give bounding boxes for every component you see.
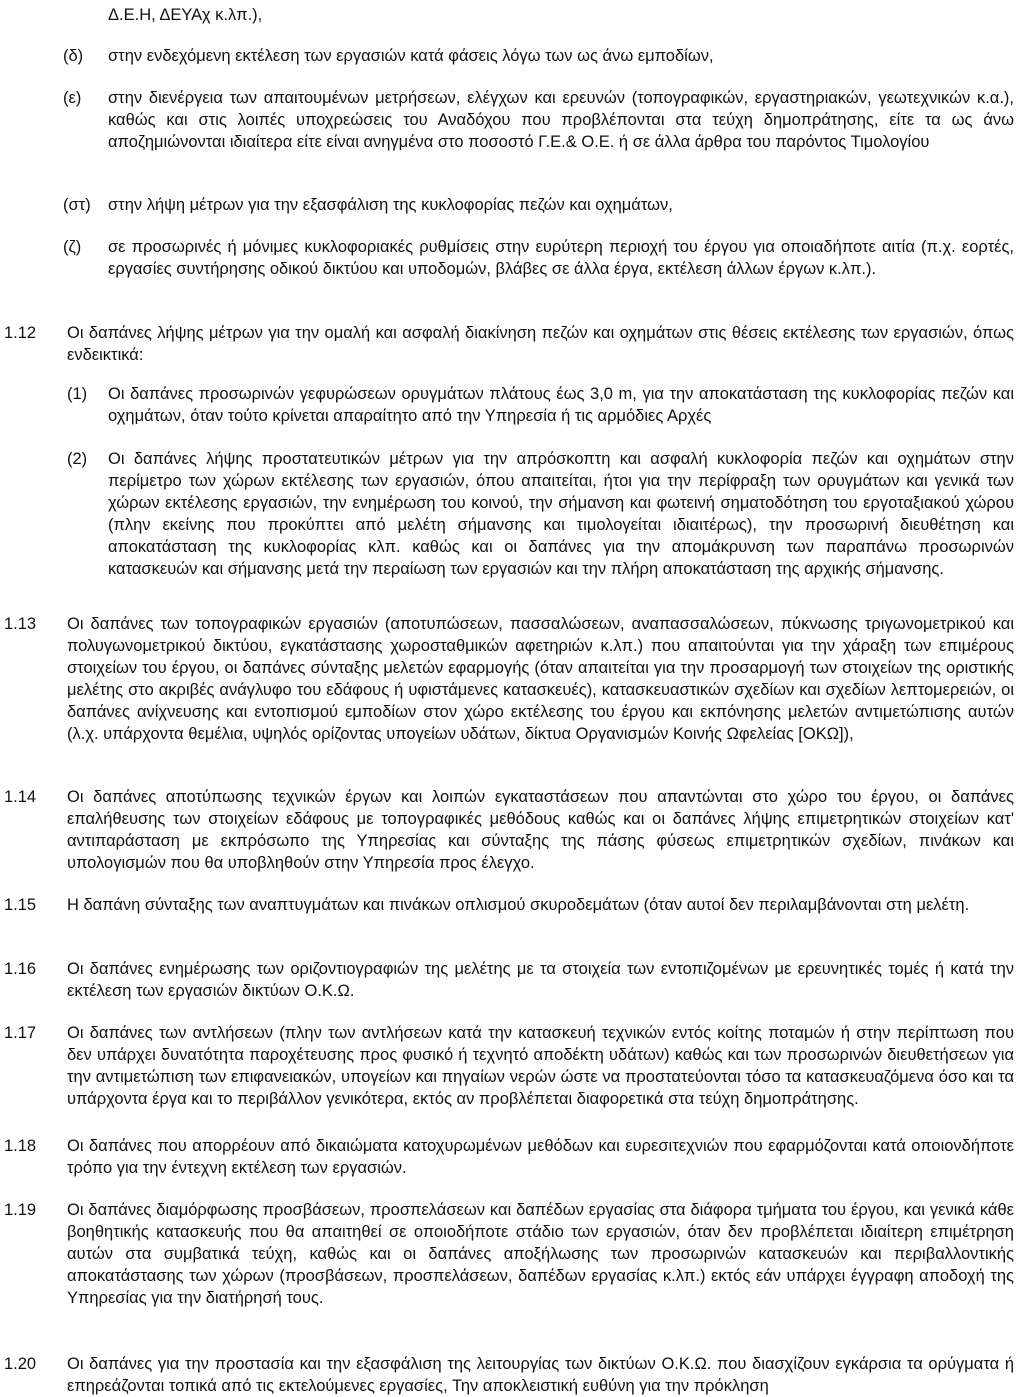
section-text-1-17: Οι δαπάνες των αντλήσεων (πλην των αντλήσεων κατά την κατασκευή τεχνικών εντός κοίτης ποταμών ή στην περίπτωση που δεν υπάρχει δυνατότητα παροχέτευσης προς φυσικό ή τεχνητό αποδέκτη υδάτων) καθώς και των προσωρινών διευθετήσεων για την αντιμετώπιση των επιφανειακών, υπογείων και πηγαίων νερών ώστε να προστατεύονται τόσο τα κατασκευαζόμενα όσο και τα υπάρχοντα έργα και το περιβάλλον γενικότερα, εκτός αν προβλέπεται διαφορετικά στα τεύχη δημοπράτησης. bbox=[67, 1024, 1014, 1108]
section-number-1-17: 1.17 bbox=[4, 1024, 37, 1042]
section-number-1-19: 1.19 bbox=[4, 1201, 37, 1219]
item-label-z: (ζ) bbox=[63, 238, 82, 256]
item-text-z: σε προσωρινές ή μόνιμες κυκλοφοριακές ρυθμίσεις στην ευρύτερη περιοχή του έργου για οποιαδήποτε αιτία (π.χ. εορτές, εργασίες συντήρησης οδικού δικτύου και υποδομών, βλάβες σε άλλα έργα, εκτέλεση άλλων έργων κ.λπ.). bbox=[108, 238, 1014, 278]
section-number-1-20: 1.20 bbox=[4, 1355, 37, 1373]
section-text-1-12: Οι δαπάνες λήψης μέτρων για την ομαλή και ασφαλή διακίνηση πεζών και οχημάτων στις θέσεις εκτέλεσης των εργασιών, όπως ενδεικτικά: bbox=[67, 324, 1014, 364]
item-label-e: (ε) bbox=[63, 89, 82, 107]
section-text-1-16: Οι δαπάνες ενημέρωσης των οριζοντιογραφιών της μελέτης με τα στοιχεία των εντοπιζομένων με ερευνητικές τομές ή κατά την εκτέλεση των εργασιών δικτύων Ο.Κ.Ω. bbox=[67, 960, 1014, 1000]
subitem-text-2: Οι δαπάνες λήψης προστατευτικών μέτρων για την απρόσκοπτη και ασφαλή κυκλοφορία πεζών και οχημάτων στην περίμετρο των χώρων εκτέλεσης των εργασιών, όπου απαιτείται, ήτοι για την περίφραξη των ορυγμάτων και γενικά των χώρων εκτέλεσης εργασιών, την ενημέρωση του κοινού, την σήμανση και φωτεινή σηματοδότηση του εργοταξιακού χώρου (πλην εκείνης που προκύπτει από μελέτη σήμανσης και τιμολογείται ιδιαιτέρως), την προσωρινή διευθέτηση και αποκατάσταση της κυκλοφορίας κλπ. καθώς και οι δαπάνες για την απομάκρυνση των παραπάνω προσωρινών κατασκευών και σήμανσης μετά την περαίωση των εργασιών και την πλήρη αποκατάσταση της αρχικής σήμανσης. bbox=[108, 450, 1014, 578]
subitem-label-2: (2) bbox=[67, 450, 88, 468]
section-number-1-13: 1.13 bbox=[4, 615, 37, 633]
item-label-st: (στ) bbox=[63, 196, 91, 214]
item-label-d: (δ) bbox=[63, 47, 84, 65]
item-text-d: στην ενδεχόμενη εκτέλεση των εργασιών κατά φάσεις λόγω των ως άνω εμποδίων, bbox=[108, 47, 714, 65]
section-text-1-18: Οι δαπάνες που απορρέουν από δικαιώματα κατοχυρωμένων μεθόδων και ευρεσιτεχνιών που εφαρμόζονται κατά οποιονδήποτε τρόπο για την έντεχνη εκτέλεση των εργασιών. bbox=[67, 1137, 1014, 1177]
section-number-1-15: 1.15 bbox=[4, 896, 37, 914]
section-number-1-14: 1.14 bbox=[4, 788, 37, 806]
item-text-st: στην λήψη μέτρων για την εξασφάλιση της κυκλοφορίας πεζών και οχημάτων, bbox=[108, 196, 673, 214]
item-text-e: στην διενέργεια των απαιτουμένων μετρήσεων, ελέγχων και ερευνών (τοπογραφικών, εργαστηριακών, γεωτεχνικών κ.α.), καθώς και στις λοιπές υποχρεώσεις του Αναδόχου που προβλέπονται στα τεύχη δημοπράτησης, είτε τα ως άνω αποζημιώνονται ιδιαίτερα είτε είναι ανηγμένα στο ποσοστό Γ.Ε.& Ο.Ε. ή σε άλλα άρθρα του παρόντος Τιμολογίου bbox=[108, 89, 1014, 151]
section-number-1-16: 1.16 bbox=[4, 960, 37, 978]
section-text-1-13: Οι δαπάνες των τοπογραφικών εργασιών (αποτυπώσεων, πασσαλώσεων, αναπασσαλώσεων, πύκνωσης τριγωνομετρικού και πολυγωνομετρικού δικτύου, εγκατάστασης χωροσταθμικών αφετηριών κ.λπ.) που απαιτούνται για την χάραξη των επιμέρους στοιχείων του έργου, οι δαπάνες σύνταξης μελετών εφαρμογής (όταν απαιτείται για την προσαρμογή των στοιχείων της οριστικής μελέτης στο ακριβές ανάγλυφο του εδάφους ή υφιστάμενες κατασκευές), κατασκευαστικών σχεδίων και σχεδίων λεπτομερειών, οι δαπάνες ανίχνευσης και εντοπισμού εμποδίων στον χώρο εκτέλεσης του έργου και εκπόνησης μελετών αντιμετώπισης αυτών (λ.χ. υπάρχοντα θεμέλια, υψηλός ορίζοντας υπογείων υδάτων, δίκτυα Οργανισμών Κοινής Ωφελείας [ΟΚΩ]), bbox=[67, 615, 1014, 743]
section-text-1-20: Οι δαπάνες για την προστασία και την εξασφάλιση της λειτουργίας των δικτύων Ο.Κ.Ω. που διασχίζουν εγκάρσια τα ορύγματα ή επηρεάζονται τοπικά από τις εκτελούμενες εργασίες, Την αποκλειστική ευθύνη για την πρόκληση bbox=[67, 1355, 1014, 1395]
continuation-line: Δ.Ε.Η, ΔΕΥΑχ κ.λπ.), bbox=[108, 6, 263, 24]
subitem-label-1: (1) bbox=[67, 385, 88, 403]
section-number-1-18: 1.18 bbox=[4, 1137, 37, 1155]
subitem-text-1: Οι δαπάνες προσωρινών γεφυρώσεων ορυγμάτων πλάτους έως 3,0 m, για την αποκατάσταση της κυκλοφορίας πεζών και οχημάτων, όταν τούτο κρίνεται απαραίτητο από την Υπηρεσία ή τις αρμόδιες Αρχές bbox=[108, 385, 1014, 425]
section-number-1-12: 1.12 bbox=[4, 324, 37, 342]
section-text-1-15: Η δαπάνη σύνταξης των αναπτυγμάτων και πινάκων οπλισμού σκυροδεμάτων (όταν αυτοί δεν περιλαμβάνονται στη μελέτη. bbox=[67, 896, 970, 914]
section-text-1-14: Οι δαπάνες αποτύπωσης τεχνικών έργων και λοιπών εγκαταστάσεων που απαντώνται στο χώρο του έργου, οι δαπάνες επαλήθευσης των στοιχείων εδάφους με τοπογραφικές μεθόδους καθώς και οι δαπάνες λήψης επιμετρητικών στοιχείων κατ' αντιπαράσταση με εκπρόσωπο της Υπηρεσίας και σύνταξης της πάσης φύσεως επιμετρητικών σχεδίων, πινάκων και υπολογισμών που θα υποβληθούν στην Υπηρεσία προς έλεγχο. bbox=[67, 788, 1014, 872]
section-text-1-19: Οι δαπάνες διαμόρφωσης προσβάσεων, προσπελάσεων και δαπέδων εργασίας στα διάφορα τμήματα του έργου, και γενικά κάθε βοηθητικής κατασκευής που θα απαιτηθεί σε οποιοδήποτε στάδιο των εργασιών, όταν δεν προβλέπεται ιδιαίτερη επιμέτρηση αυτών στα συμβατικά τεύχη, καθώς και οι δαπάνες αποξήλωσης των προσωρινών κατασκευών και περιβαλλοντικής αποκατάστασης των χώρων (προσβάσεων, προσπελάσεων, δαπέδων εργασίας κ.λπ.) εκτός εάν υπάρχει έγγραφη αποδοχή της Υπηρεσίας για την διατήρησή τους. bbox=[67, 1201, 1014, 1307]
